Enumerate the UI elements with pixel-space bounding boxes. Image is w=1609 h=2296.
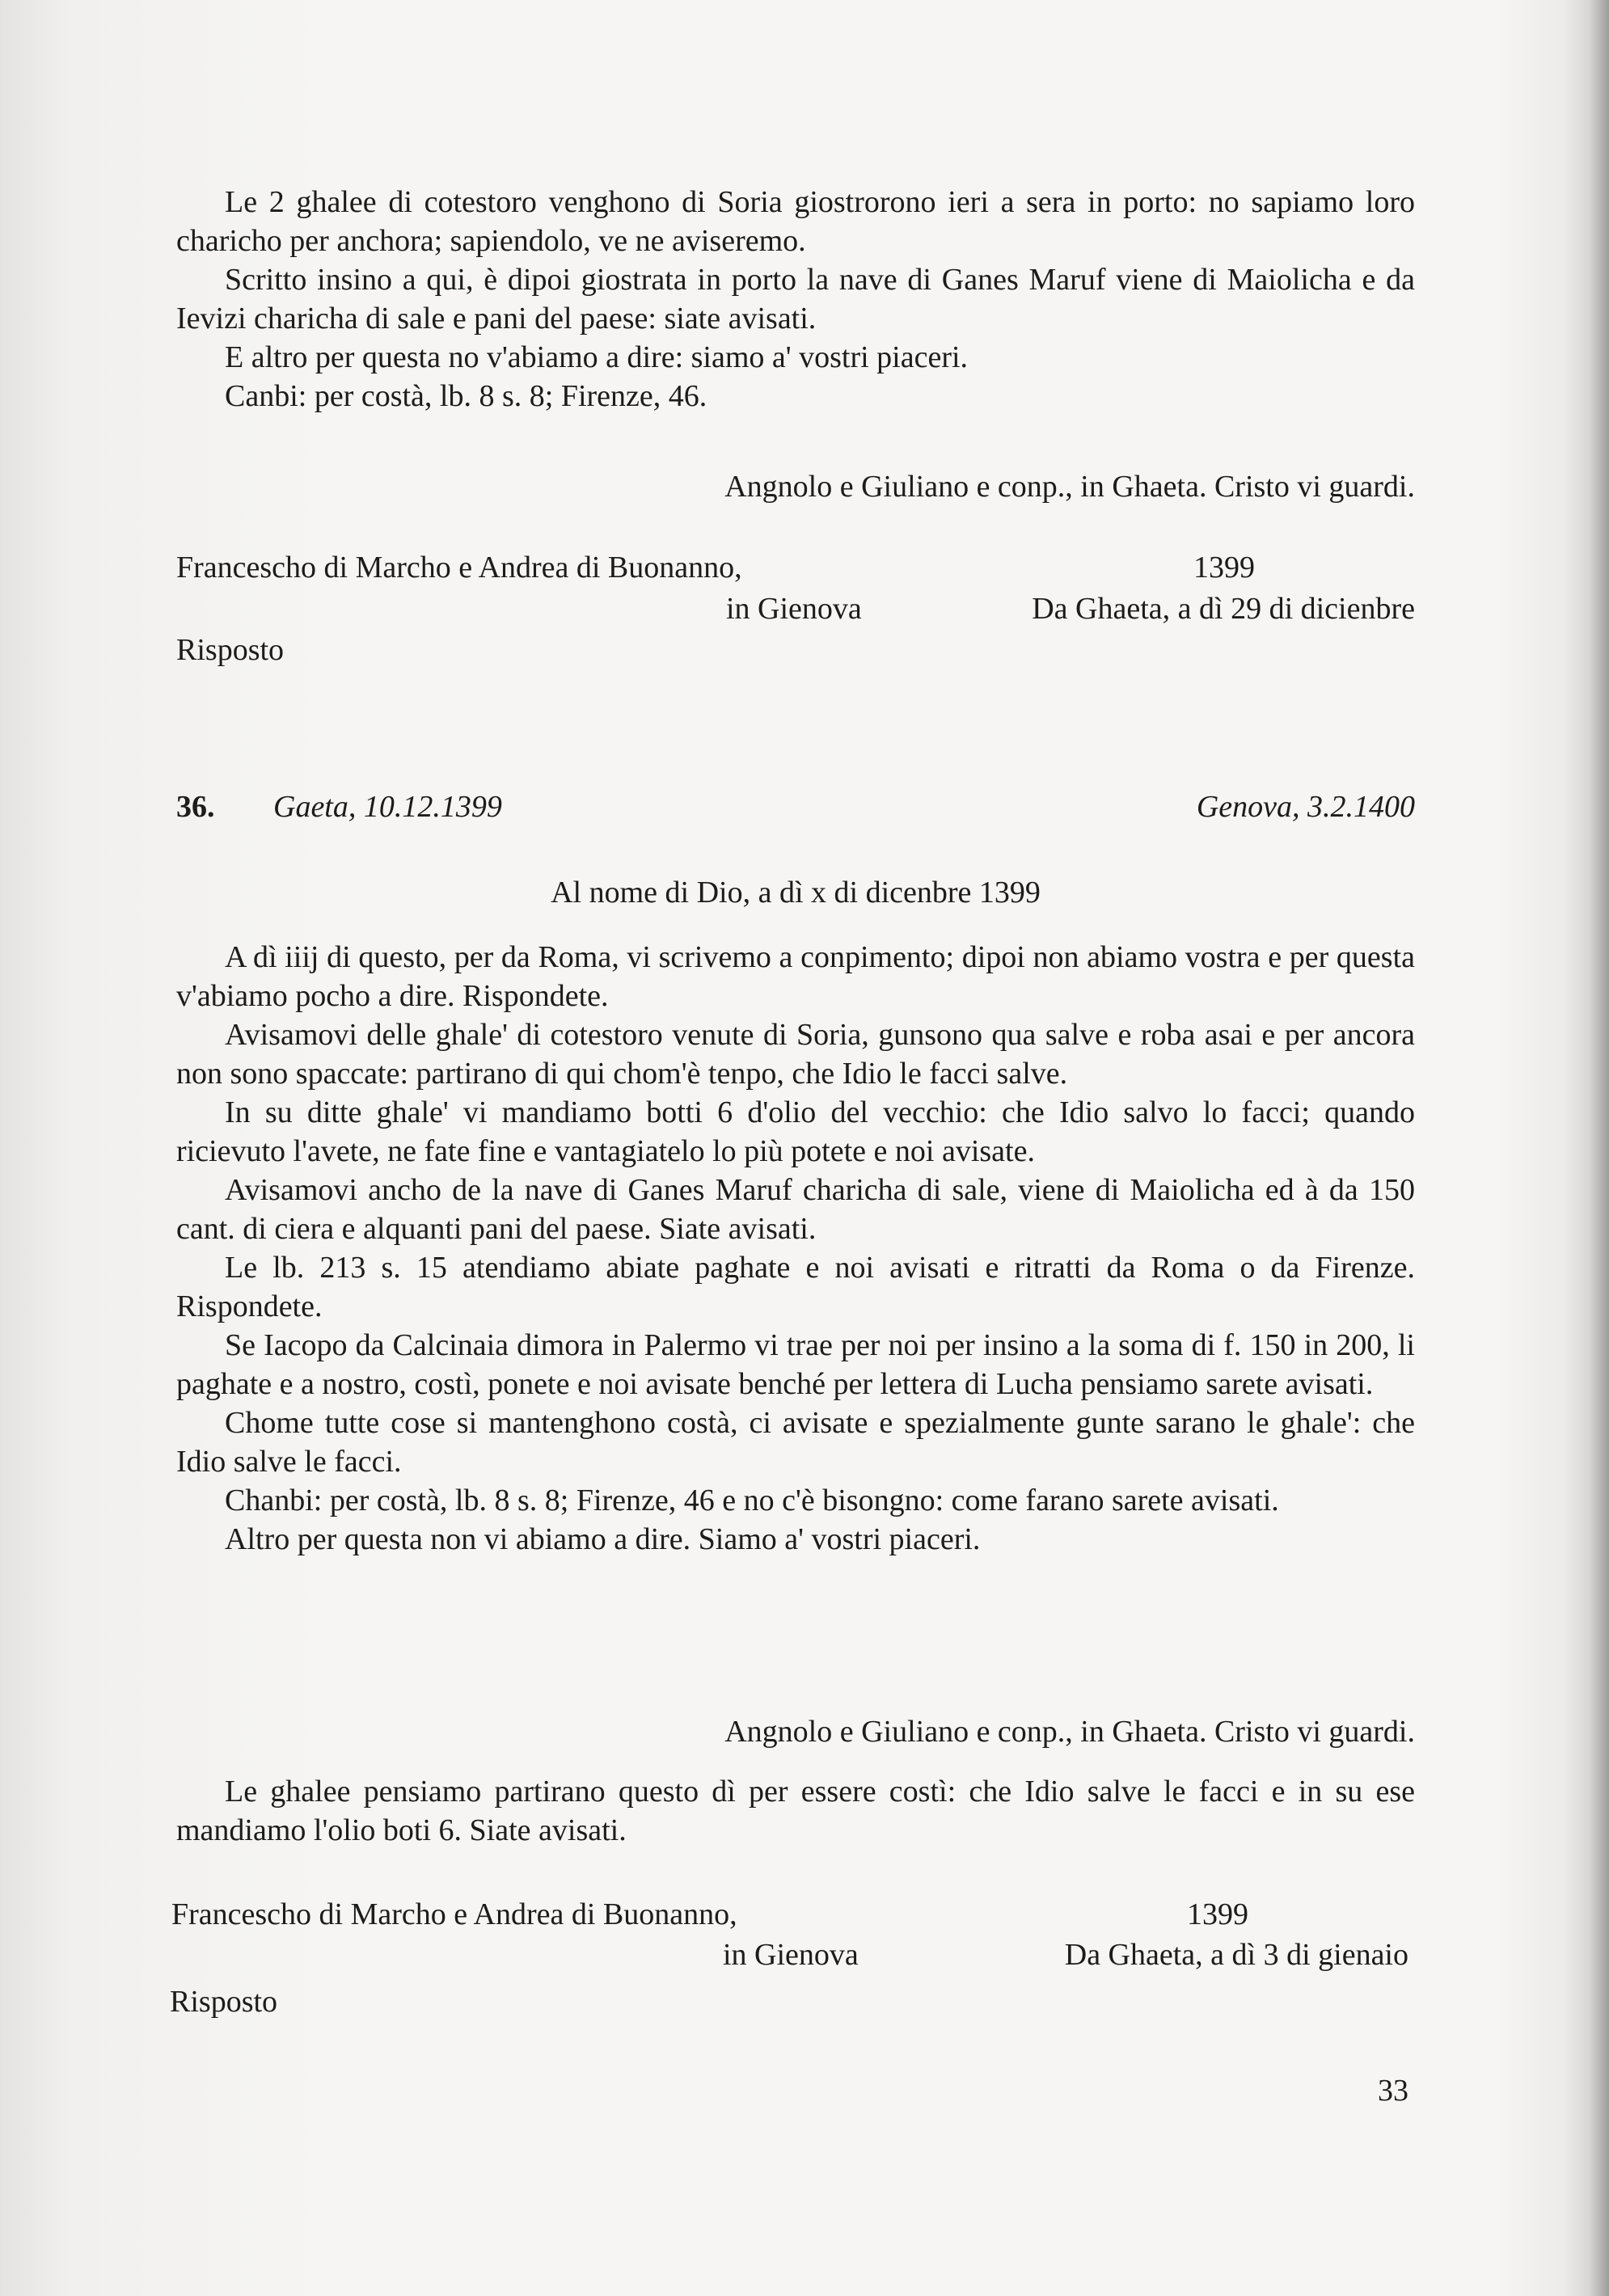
paragraph: In su ditte ghale' vi mandiamo botti 6 d'olio del vecchio: che Idio salvo lo facci; quando ricievuto l'avete, ne fate fine e vantagiatelo lo più potete e noi avisate. (176, 1095, 1415, 1168)
letter-36-body (176, 938, 1415, 1559)
page-number: 33 (1378, 2074, 1408, 2108)
paragraph: Se Iacopo da Calcinaia dimora in Palermo vi trae per noi per insino a la soma di f. 150 in 200, li paghate e a nostro, costì, ponete e noi avisate benché per lettera di Lucha pensiamo sarete avisati. (176, 1328, 1415, 1401)
letter-35-address (176, 548, 1415, 669)
letter-destination: Genova, 3.2.1400 (1196, 790, 1415, 824)
address-year: 1399 (1187, 1897, 1248, 1931)
address-year: 1399 (1193, 551, 1255, 585)
address-date: Da Ghaeta, a dì 29 di dicienbre (1032, 592, 1415, 626)
address-date: Da Ghaeta, a dì 3 di gienaio (1064, 1938, 1408, 1972)
paragraph: Avisamovi delle ghale' di cotestoro venute di Soria, gunsono qua salve e roba asai e per ancora non sono spaccate: partirano di qui chom'è tenpo, che Idio le facci salve. (176, 1018, 1415, 1091)
address-place: in Gienova (726, 592, 862, 626)
letter-35-body (176, 183, 1415, 416)
paragraph: Le lb. 213 s. 15 atendiamo abiate paghate e noi avisati e ritratti da Roma o da Firenze. Rispondete. (176, 1251, 1415, 1323)
signature: Angnolo e Giuliano e conp., in Ghaeta. Cristo vi guardi. (724, 470, 1415, 504)
letter-36-signature (176, 1712, 1415, 1751)
risposto-note: Risposto (176, 633, 285, 667)
paragraph: Chanbi: per costà, lb. 8 s. 8; Firenze, 46 e no c'è bisongno: come farano sarete avisati. (225, 1484, 1279, 1517)
letter-36-heading (176, 787, 1415, 826)
postscript: Le ghalee pensiamo partirano questo dì per essere costì: che Idio salve le facci e in su ese mandiamo l'olio boti 6. Siate avisati. (176, 1775, 1415, 1847)
paragraph: A dì iiij di questo, per da Roma, vi scrivemo a conpimento; dipoi non abiamo vostra e per questa v'abiamo pocho a dire. Rispondete. (176, 940, 1415, 1013)
letter-36-address (170, 1895, 1415, 2021)
paragraph: Avisamovi ancho de la nave di Ganes Maruf charicha di sale, viene di Maiolicha ed à da 150 cant. di ciera e alquanti pani del paese. Siate avisati. (176, 1173, 1415, 1246)
paragraph: Le 2 ghalee di cotestoro venghono di Soria giostrorono ieri a sera in porto: no sapiamo loro charicho per anchora; sapiendolo, ve ne aviseremo. (176, 185, 1415, 258)
opening-line: Al nome di Dio, a dì x di dicenbre 1399 (551, 876, 1041, 910)
letter-36-postscript (176, 1772, 1415, 1850)
paragraph: Altro per questa non vi abiamo a dire. Siamo a' vostri piaceri. (225, 1522, 981, 1556)
address-place: in Gienova (723, 1938, 859, 1972)
paragraph: Scritto insino a qui, è dipoi giostrata in porto la nave di Ganes Maruf viene di Maiolicha e da Ievizi charicha di sale e pani del paese: siate avisati. (176, 263, 1415, 336)
address-name: Francescho di Marcho e Andrea di Buonanno, (176, 551, 742, 585)
paragraph: Canbi: per costà, lb. 8 s. 8; Firenze, 46. (225, 379, 707, 413)
paragraph: E altro per questa no v'abiamo a dire: siamo a' vostri piaceri. (225, 340, 969, 374)
letter-35-signature (176, 467, 1415, 506)
risposto-note: Risposto (170, 1985, 278, 2019)
letter-36-opening (176, 873, 1415, 912)
paragraph: Chome tutte cose si mantenghono costà, ci avisate e spezialmente gunte sarano le ghale': che Idio salve le facci. (176, 1406, 1415, 1479)
signature: Angnolo e Giuliano e conp., in Ghaeta. Cristo vi guardi. (724, 1715, 1415, 1749)
letter-number: 36. (176, 790, 215, 824)
letter-origin: Gaeta, 10.12.1399 (273, 790, 502, 824)
address-name: Francescho di Marcho e Andrea di Buonanno, (171, 1897, 737, 1931)
